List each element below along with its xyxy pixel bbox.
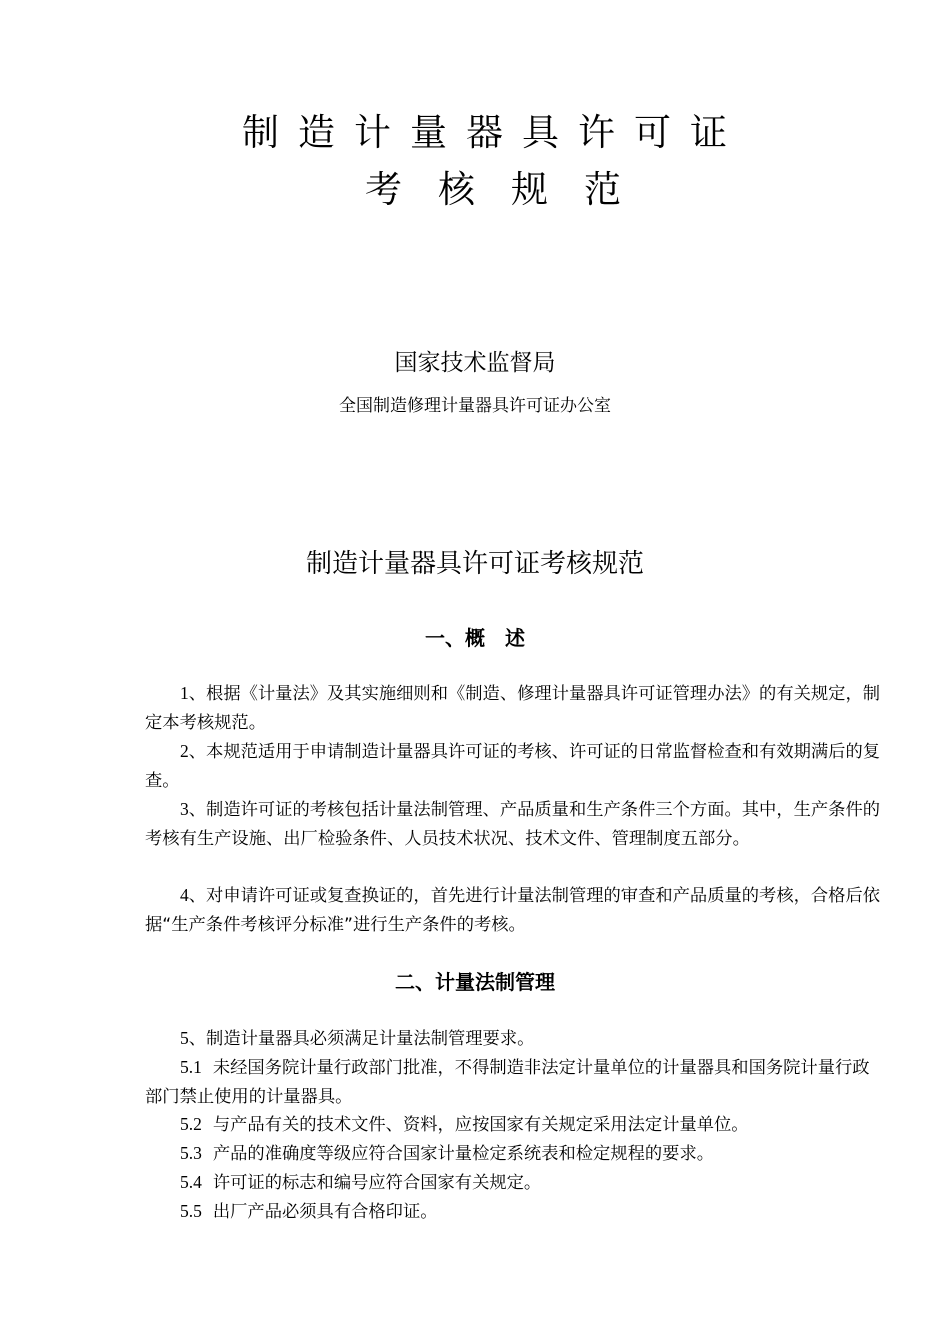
section1-heading: 一、概 述 <box>425 626 525 650</box>
paragraph: 3、制造许可证的考核包括计量法制管理、产品质量和生产条件三个方面。其中，生产条件的考核有生产设施、出厂检验条件、人员技术状况、技术文件、管理制度五部分。 <box>145 799 881 849</box>
paragraph: 1、根据《计量法》及其实施细则和《制造、修理计量器具许可证管理办法》的有关规定，制定本考核规范。 <box>145 683 881 733</box>
paragraph: 5.4 许可证的标志和编号应符合国家有关规定。 <box>180 1172 542 1193</box>
paragraph: 2、本规范适用于申请制造计量器具许可证的考核、许可证的日常监督检查和有效期满后的复查。 <box>145 741 881 791</box>
document-title: 制造计量器具许可证考核规范 <box>305 549 644 579</box>
paragraph: 5.1 未经国务院计量行政部门批准，不得制造非法定计量单位的计量器具和国务院计量行政部门禁止使用的计量器具。 <box>145 1057 870 1107</box>
paragraph: 5.2 与产品有关的技术文件、资料，应按国家有关规定采用法定计量单位。 <box>180 1114 749 1135</box>
paragraph: 5.5 出厂产品必须具有合格印证。 <box>180 1201 438 1222</box>
cover-title-line1: 制造计量器具许可证 <box>242 111 746 154</box>
section2-heading: 二、计量法制管理 <box>395 970 555 994</box>
paragraph: 5、制造计量器具必须满足计量法制管理要求。 <box>180 1028 535 1049</box>
office-name: 全国制造修理计量器具许可证办公室 <box>339 396 611 416</box>
cover-title-line2: 考核规范 <box>365 168 657 211</box>
paragraph: 5.3 产品的准确度等级应符合国家计量检定系统表和检定规程的要求。 <box>180 1143 715 1164</box>
issuer: 国家技术监督局 <box>394 350 556 376</box>
paragraph: 4、对申请许可证或复查换证的，首先进行计量法制管理的审查和产品质量的考核，合格后依据“生产条件考核评分标准”进行生产条件的考核。 <box>145 885 881 935</box>
